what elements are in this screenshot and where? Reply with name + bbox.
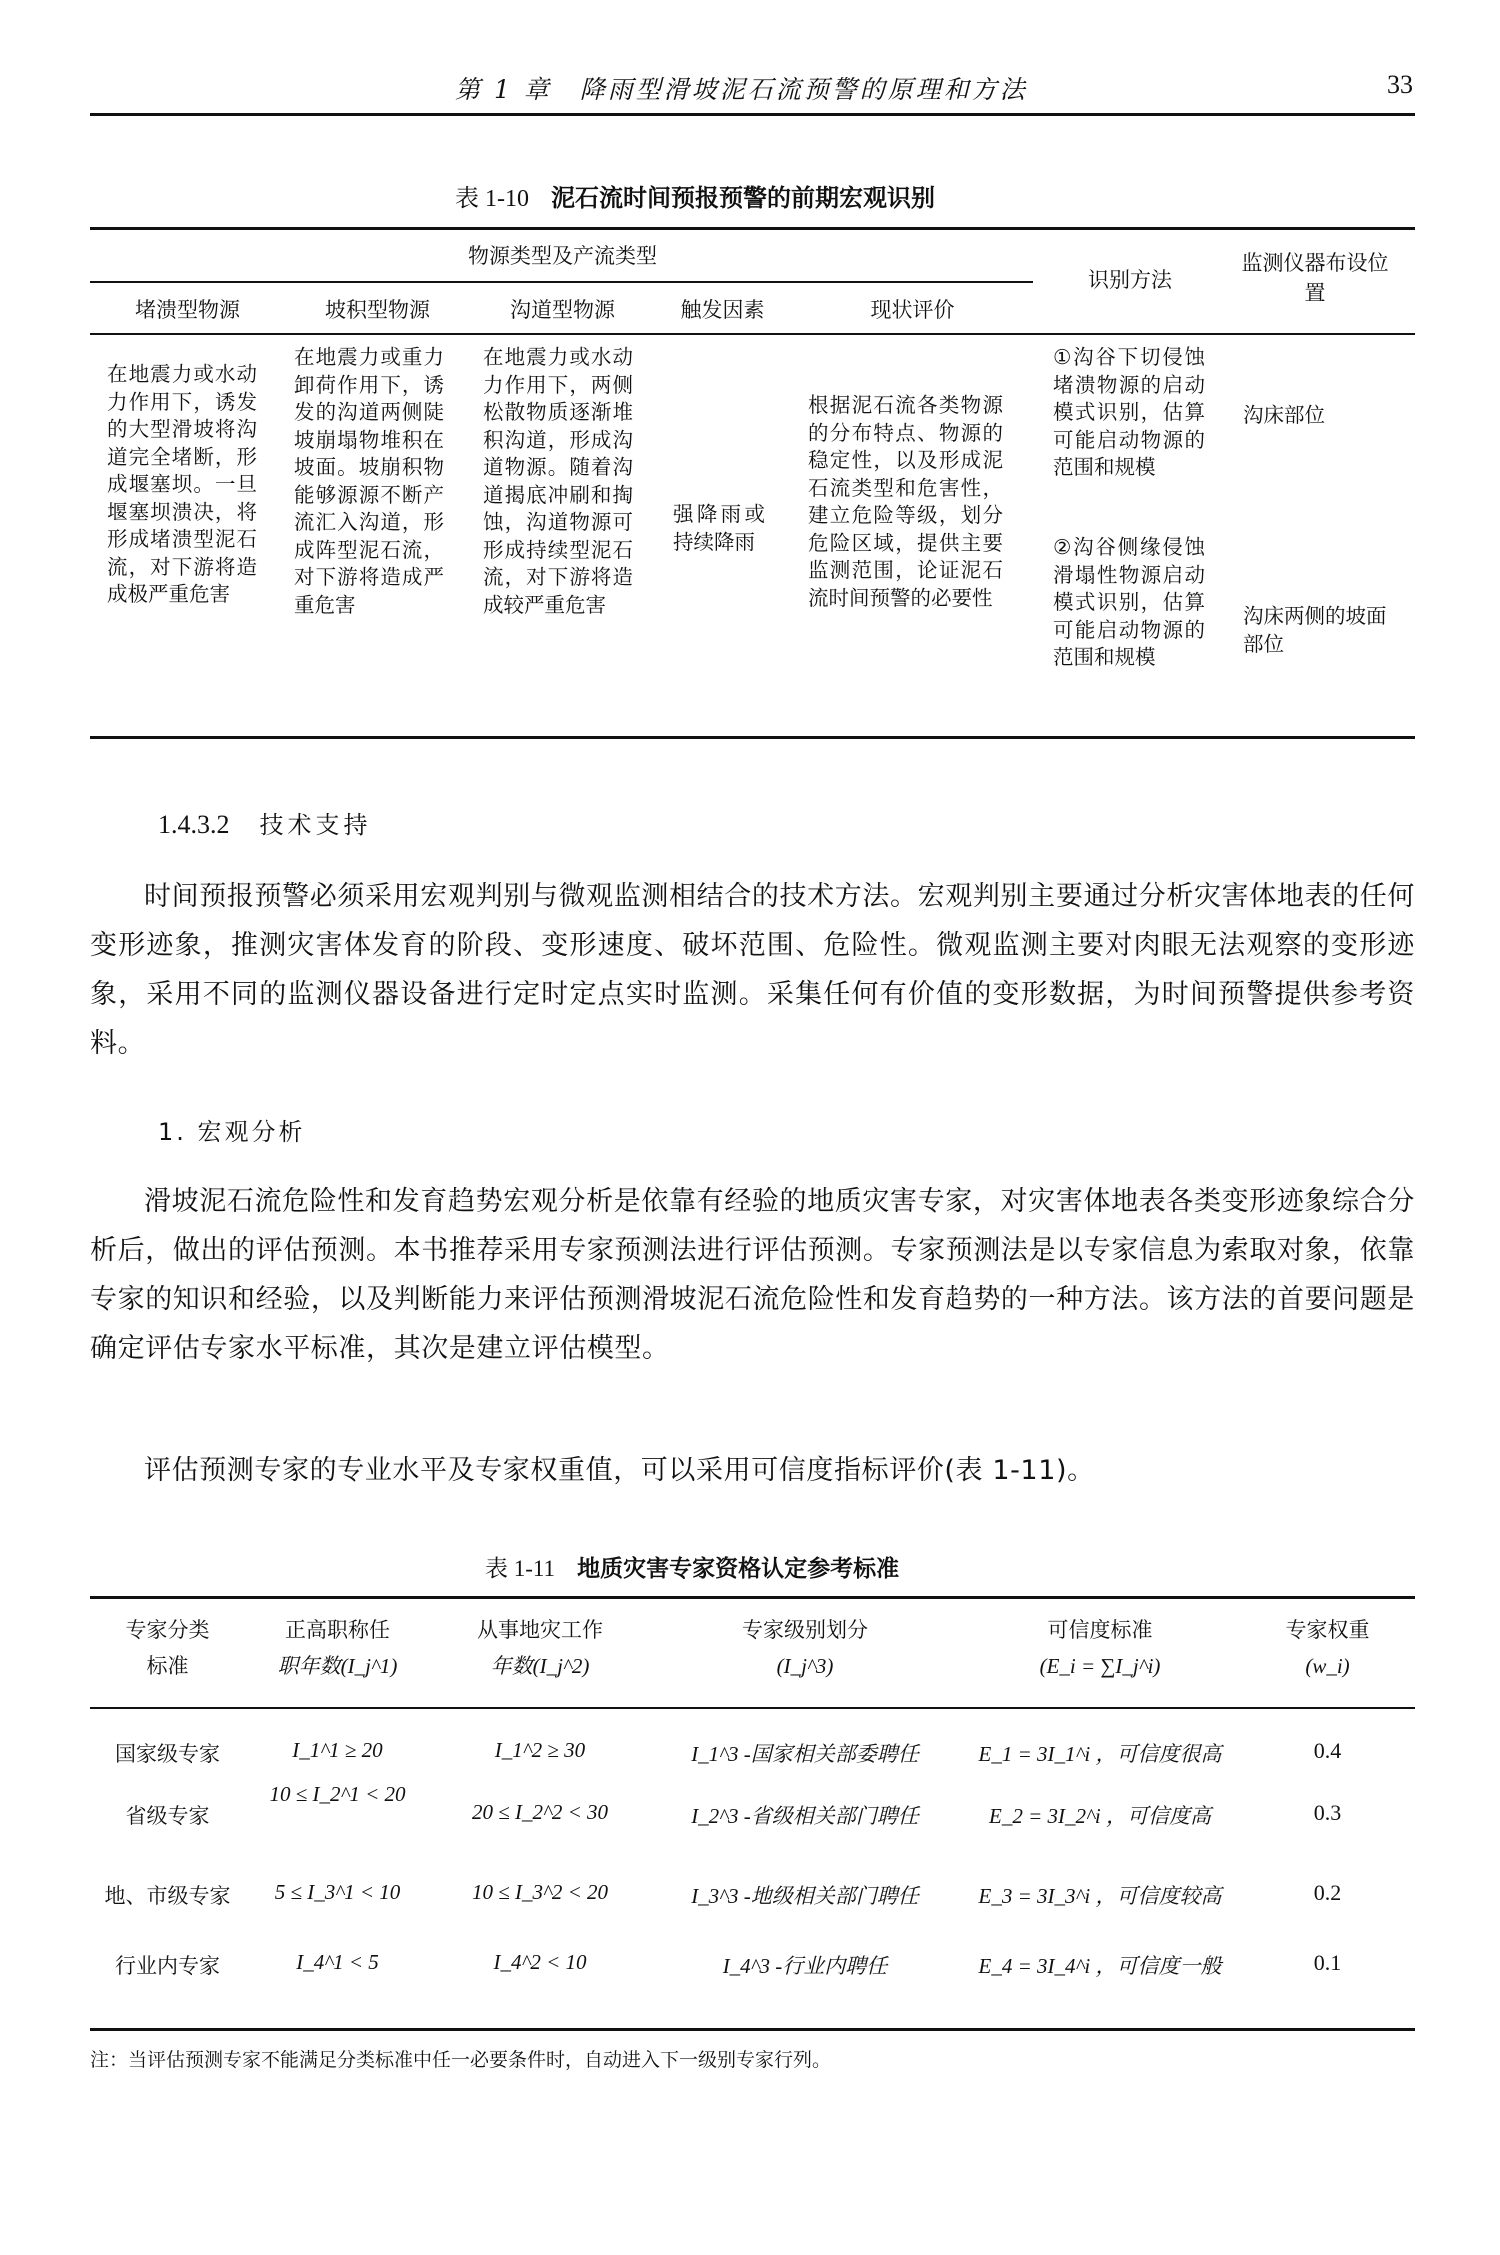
header-line-1: 正高职称任 [285,1618,390,1642]
cell-title-years: I_4^1 < 5 [296,1950,379,1974]
cell-category: 行业内专家 [115,1954,220,1978]
cell-method-2: ②沟谷侧缘侵蚀滑塌性物源启动模式识别，估算可能启动物源的范围和规模 [1053,535,1205,669]
table-1-10-caption [455,178,935,213]
table-1-11-title: 地质灾害专家资格认定参考标准 [577,1556,900,1582]
header-title-years [245,1612,430,1684]
cell-title-years: 5 ≤ I_3^1 < 10 [274,1880,401,1904]
header-line-2: 标准 [146,1654,189,1678]
table-1-10-title: 泥石流时间预报预警的前期宏观识别 [551,184,935,212]
header-rule [90,113,1415,116]
table-bottom-rule [90,736,1415,739]
col-header-slope: 坡积型物源 [325,298,430,322]
page-number: 33 [1387,70,1413,99]
group-header-rule [90,281,1033,283]
cell-title-years: 10 ≤ I_2^1 < 20 [269,1782,406,1806]
col-header-blockage: 堵溃型物源 [135,298,240,322]
running-header-chapter: 第 1 章 降雨型滑坡泥石流预警的原理和方法 [455,75,1028,104]
header-line-1: 可信度标准 [1047,1618,1153,1642]
header-line-2: 年数(I_j^2) [490,1654,590,1678]
cell-blockage-source: 在地震力或水动力作用下，诱发的大型滑坡将沟道完全堵断，形成堰塞坝。一旦堰塞坝溃决，将形成堵溃型泥石流，对下游将造成极严重危害 [107,362,257,606]
header-line-2: (I_j^3) [776,1654,834,1678]
header-credibility [960,1612,1240,1684]
cell-work-years: I_1^2 ≥ 30 [494,1738,586,1762]
col-header-assessment: 现状评价 [870,298,955,322]
subsection-heading: 1. 宏观分析 [158,1118,306,1146]
table-note: 注：当评估预测专家不能满足分类标准中任一必要条件时，自动进入下一级别专家行列。 [90,2049,832,2071]
header-line-1: 专家分类 [125,1618,210,1642]
cell-credibility: E_1 = 3I_1^i ，可信度很高 [978,1742,1222,1766]
section-number: 1.4.3.2 [158,810,230,839]
cell-level: I_1^3 -国家相关部委聘任 [691,1742,919,1766]
cell-work-years: 10 ≤ I_3^2 < 20 [471,1880,609,1904]
header-line-2: 职年数(I_j^1) [277,1654,398,1678]
cell-location-2: 沟床两侧的坡面部位 [1243,604,1387,656]
paragraph-3: 评估预测专家的专业水平及专家权重值，可以采用可信度指标评价(表 1-11)。 [144,1455,1095,1486]
table-1-10-number: 表 1-10 [455,186,529,212]
cell-credibility: E_4 = 3I_4^i ，可信度一般 [978,1954,1222,1978]
header-level [650,1612,960,1684]
paragraph-2: 滑坡泥石流危险性和发育趋势宏观分析是依靠有经验的地质灾害专家，对灾害体地表各类变形迹象综合分析后，做出的评估预测。本书推荐采用专家预测法进行评估预测。专家预测法是以专家信息为索取对象，依靠专家的知识和经验，以及判断能力来评估预测滑坡泥石流危险性和发育趋势的一种方法。该方法的首要问题是确定评估专家水平标准，其次是建立评估模型。 [90,1186,1415,1364]
cell-assessment: 根据泥石流各类物源的分布特点、物源的稳定性，以及形成泥石流类型和危害性，建立危险等级，划分危险区域，提供主要监测范围，论证泥石流时间预警的必要性 [808,393,1003,610]
cell-channel-source: 在地震力或水动力作用下，两侧松散物质逐渐堆积沟道，形成沟道物源。随着沟道揭底冲刷和掏蚀，沟道物源可形成持续型泥石流，对下游将造成较严重危害 [483,345,633,617]
cell-weight: 0.1 [1313,1950,1342,1975]
col-header-location: 监测仪器布设位置 [1241,251,1389,305]
table-1-11-caption [485,1550,899,1583]
col-header-method: 识别方法 [1088,268,1172,292]
column-header-rule [90,333,1415,335]
cell-weight: 0.4 [1313,1738,1342,1763]
cell-level: I_2^3 -省级相关部门聘任 [691,1804,919,1828]
header-weight [1240,1612,1415,1684]
section-title: 技术支持 [259,811,372,839]
cell-credibility: E_2 = 3I_2^i ，可信度高 [989,1804,1211,1828]
header-line-1: 专家级别划分 [742,1618,868,1642]
cell-trigger: 强降雨或持续降雨 [673,502,765,554]
col-header-channel: 沟道型物源 [510,298,615,322]
cell-weight: 0.2 [1313,1880,1342,1905]
paragraph-1: 时间预报预警必须采用宏观判别与微观监测相结合的技术方法。宏观判别主要通过分析灾害体地表的任何变形迹象，推测灾害体发育的阶段、变形速度、破坏范围、危险性。微观监测主要对肉眼无法观察的变形迹象，采用不同的监测仪器设备进行定时定点实时监测。采集任何有价值的变形数据，为时间预警提供参考资料。 [90,881,1415,1059]
table-1-11-number: 表 1-11 [485,1556,556,1581]
cell-work-years: 20 ≤ I_2^2 < 30 [471,1800,609,1824]
cell-level: I_3^3 -地级相关部门聘任 [691,1884,919,1908]
cell-location-1: 沟床部位 [1243,403,1325,427]
table-1-11-bottom-rule [90,2028,1415,2031]
cell-category: 国家级专家 [115,1742,220,1766]
cell-category: 省级专家 [125,1804,210,1828]
table-1-11-top-rule [90,1596,1415,1599]
cell-weight: 0.3 [1313,1800,1342,1825]
col-header-trigger: 触发因素 [680,298,765,322]
cell-level: I_4^3 -行业内聘任 [722,1954,888,1978]
header-line-1: 专家权重 [1285,1618,1370,1642]
table-1-11-header-rule [90,1707,1415,1709]
header-work-years [430,1612,650,1684]
cell-slope-source: 在地震力或重力卸荷作用下，诱发的沟道两侧陡坡崩塌物堆积在坡面。坡崩积物能够源源不断产流汇入沟道，形成阵型泥石流，对下游将造成严重危害 [294,345,444,617]
cell-category: 地、市级专家 [104,1884,231,1908]
cell-credibility: E_3 = 3I_3^i ，可信度较高 [978,1884,1222,1908]
cell-work-years: I_4^2 < 10 [493,1950,587,1974]
header-line-2: (w_i) [1305,1654,1350,1678]
table-top-rule [90,227,1415,230]
section-heading [158,805,372,840]
cell-title-years: I_1^1 ≥ 20 [292,1738,383,1762]
header-line-2: (E_i = ∑I_j^i) [1039,1654,1161,1678]
cell-method-1: ①沟谷下切侵蚀堵溃物源的启动模式识别，估算可能启动物源的范围和规模 [1053,345,1205,479]
header-line-1: 从事地灾工作 [477,1618,603,1642]
group-header: 物源类型及产流类型 [468,244,657,268]
header-category [90,1612,245,1684]
